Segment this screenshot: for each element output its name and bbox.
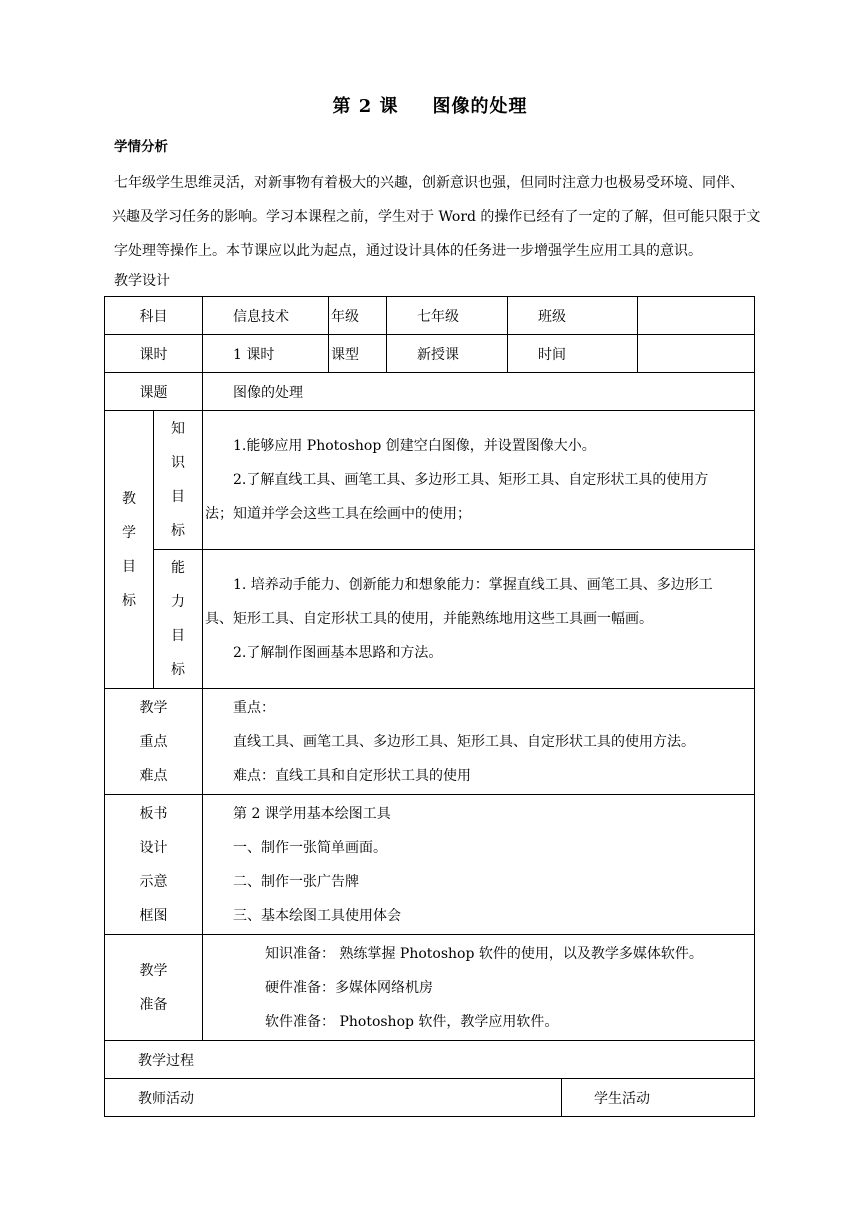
- table-row: [105, 411, 755, 550]
- process-label: 教学过程: [105, 1041, 755, 1079]
- student-activity-header: 学生活动: [562, 1079, 755, 1117]
- table-row: [105, 795, 755, 935]
- keypoints-label-line: 教学: [139, 699, 168, 716]
- table-row: [105, 297, 755, 335]
- goals-label: [105, 411, 154, 689]
- knowledge-label-char: 标: [171, 523, 185, 539]
- ability-label-char: 能: [171, 560, 185, 576]
- lesson-number: 第 2 课: [332, 96, 399, 117]
- ability-goals-content: [203, 550, 755, 689]
- keypoints-line: 直线工具、画笔工具、多边形工具、矩形工具、自定形状工具的使用方法。: [233, 733, 695, 750]
- board-line: 三、基本绘图工具使用体会: [233, 907, 401, 924]
- ability-label-char: 目: [171, 628, 185, 644]
- ability-goal-line: 2.了解制作图画基本思路和方法。: [233, 645, 443, 661]
- type-label: 课型: [329, 335, 387, 373]
- keypoints-line: 难点：直线工具和自定形状工具的使用: [233, 767, 471, 784]
- knowledge-goals-content: [203, 411, 755, 550]
- design-heading: 教学设计: [114, 273, 170, 289]
- keypoints-label-line: 难点: [139, 767, 168, 784]
- board-label-line: 示意: [139, 873, 168, 890]
- analysis-line: 七年级学生思维灵活，对新事物有着极大的兴趣，创新意识也强，但同时注意力也极易受环境、同伴、: [114, 175, 744, 191]
- board-content: [203, 795, 755, 935]
- knowledge-goal-line: 法；知道并学会这些工具在绘画中的使用；: [205, 506, 471, 522]
- ability-label-char: 标: [171, 662, 185, 678]
- goals-label-char: 目: [122, 558, 136, 575]
- table-row: [105, 550, 755, 689]
- table-row: [105, 1079, 755, 1117]
- grade-label: 年级: [329, 297, 387, 335]
- board-label: [105, 795, 203, 935]
- keypoints-label-line: 重点: [139, 733, 168, 750]
- table-row: [105, 335, 755, 373]
- table-row: [105, 935, 755, 1041]
- goals-label-char: 教: [122, 490, 136, 507]
- table-row: [105, 373, 755, 411]
- goals-label-char: 学: [122, 524, 136, 541]
- time-value: [638, 335, 755, 373]
- table-row: [105, 1041, 755, 1079]
- analysis-line: 兴趣及学习任务的影响。学习本课程之前，学生对于 Word 的操作已经有了一定的了解，但可能只限于文: [112, 209, 761, 225]
- goals-label-char: 标: [122, 592, 136, 609]
- keypoints-content: [203, 689, 755, 795]
- teacher-activity-header: 教师活动: [105, 1079, 562, 1117]
- analysis-heading: 学情分析: [114, 139, 168, 155]
- board-label-line: 板书: [139, 805, 168, 822]
- board-line: 第 2 课学用基本绘图工具: [233, 805, 391, 822]
- hours-label: 课时: [105, 335, 203, 373]
- table-row: [105, 689, 755, 795]
- keypoints-label: [105, 689, 203, 795]
- knowledge-label-char: 目: [171, 489, 185, 505]
- keypoints-line: 重点：: [233, 699, 275, 716]
- lesson-name: 图像的处理: [432, 96, 528, 117]
- lesson-plan-table: [104, 296, 755, 1117]
- ability-label-char: 力: [171, 594, 185, 610]
- prep-content: [203, 935, 755, 1041]
- grade-value: 七年级: [387, 297, 508, 335]
- prep-line: 知识准备： 熟练掌握 Photoshop 软件的使用，以及教学多媒体软件。: [265, 945, 703, 962]
- page-title: [0, 92, 860, 118]
- knowledge-goal-line: 2.了解直线工具、画笔工具、多边形工具、矩形工具、自定形状工具的使用方: [233, 472, 709, 488]
- ability-goal-line: 1. 培养动手能力、创新能力和想象能力：掌握直线工具、画笔工具、多边形工: [233, 577, 713, 593]
- knowledge-label-char: 知: [171, 421, 185, 437]
- knowledge-label-char: 识: [171, 455, 185, 471]
- subject-label: 科目: [105, 297, 203, 335]
- prep-label-line: 教学: [139, 962, 168, 979]
- ability-goals-label: [154, 550, 203, 689]
- board-label-line: 框图: [139, 907, 168, 924]
- prep-line: 硬件准备：多媒体网络机房: [265, 979, 433, 996]
- topic-value: 图像的处理: [203, 373, 755, 411]
- analysis-paragraph: [114, 166, 780, 268]
- board-line: 二、制作一张广告牌: [233, 873, 359, 890]
- type-value: 新授课: [387, 335, 508, 373]
- board-label-line: 设计: [139, 839, 168, 856]
- subject-value: 信息技术: [203, 297, 329, 335]
- topic-label: 课题: [105, 373, 203, 411]
- time-label: 时间: [508, 335, 638, 373]
- class-value: [638, 297, 755, 335]
- ability-goal-line: 具、矩形工具、自定形状工具的使用，并能熟练地用这些工具画一幅画。: [205, 611, 653, 627]
- prep-line: 软件准备： Photoshop 软件，教学应用软件。: [265, 1013, 559, 1030]
- knowledge-goals-label: [154, 411, 203, 550]
- board-line: 一、制作一张简单画面。: [233, 839, 387, 856]
- knowledge-goal-line: 1.能够应用 Photoshop 创建空白图像，并设置图像大小。: [233, 438, 596, 454]
- analysis-line: 字处理等操作上。本节课应以此为起点，通过设计具体的任务进一步增强学生应用工具的意识。: [114, 243, 702, 259]
- class-label: 班级: [508, 297, 638, 335]
- hours-value: 1 课时: [203, 335, 329, 373]
- prep-label: [105, 935, 203, 1041]
- prep-label-line: 准备: [139, 996, 168, 1013]
